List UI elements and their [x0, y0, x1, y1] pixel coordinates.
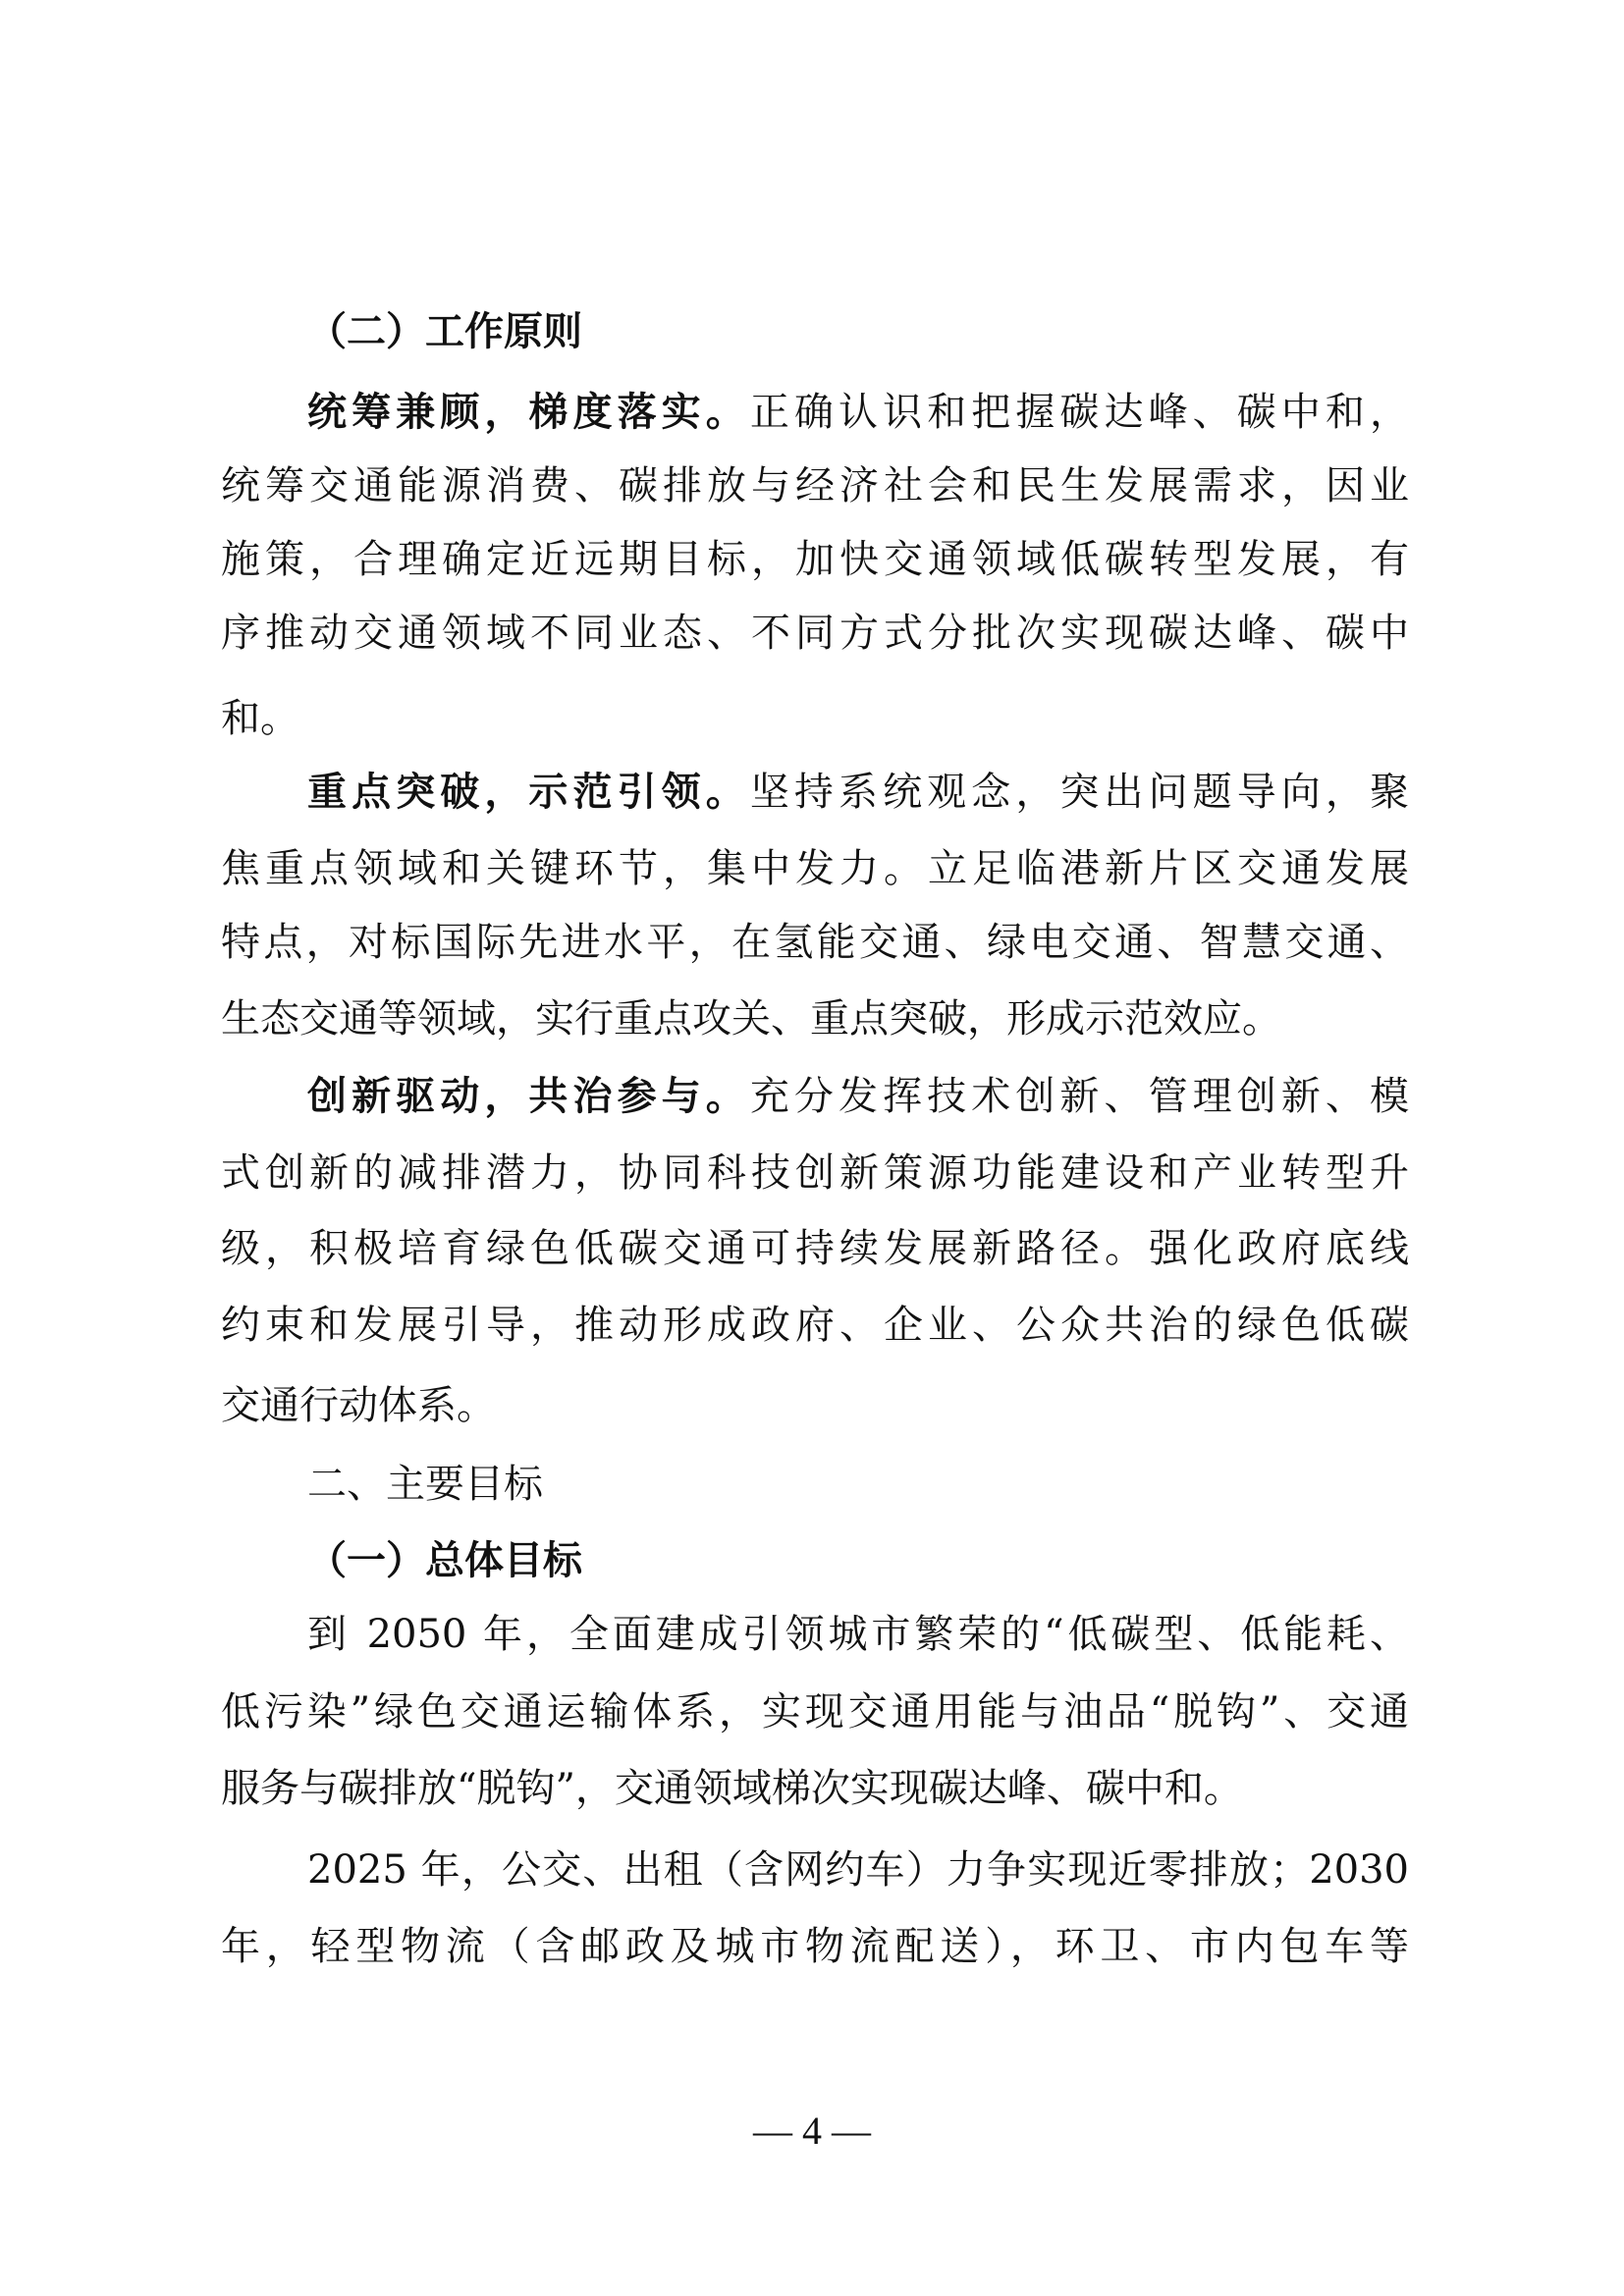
paragraph-2-line-2: 焦重点领域和关键环节，集中发力。立足临港新片区交通发展 [221, 846, 1409, 891]
paragraph-1-line-5: 和。 [221, 696, 299, 741]
paragraph-4-line-2: 低污染”绿色交通运输体系，实现交通用能与油品“脱钩”、交通 [221, 1689, 1409, 1735]
paragraph-1-line-1 [307, 383, 1409, 442]
paragraph-3-line-2: 式创新的减排潜力，协同科技创新策源功能建设和产业转型升 [221, 1150, 1409, 1196]
paragraph-2-line-3: 特点，对标国际先进水平，在氢能交通、绿电交通、智慧交通、 [221, 920, 1409, 965]
paragraph-1-line-2: 统筹交通能源消费、碳排放与经济社会和民生发展需求，因业 [221, 463, 1409, 508]
paragraph-4-line-1: 到 2050 年，全面建成引领城市繁荣的“低碳型、低能耗、 [307, 1612, 1409, 1657]
paragraph-text: 坚持系统观念，突出问题导向，聚 [749, 770, 1410, 815]
paragraph-3-line-4: 约束和发展引导，推动形成政府、企业、公众共治的绿色低碳 [221, 1303, 1409, 1348]
paragraph-5-line-2: 年，轻型物流（含邮政及城市物流配送），环卫、市内包车等 [221, 1924, 1409, 1969]
paragraph-1-line-4: 序推动交通领域不同业态、不同方式分批次实现碳达峰、碳中 [221, 611, 1409, 656]
subheading-overall-goals: （一）总体目标 [307, 1538, 582, 1583]
paragraph-lead: 统筹兼顾，梯度落实。 [307, 390, 750, 435]
page-number: — 4 — [753, 2109, 871, 2153]
paragraph-text: 正确认识和把握碳达峰、碳中和， [749, 390, 1410, 435]
paragraph-2-line-4: 生态交通等领域，实行重点攻关、重点突破，形成示范效应。 [221, 996, 1281, 1041]
paragraph-lead: 重点突破，示范引领。 [307, 770, 750, 815]
paragraph-5-line-1: 2025 年，公交、出租（含网约车）力争实现近零排放；2030 [307, 1847, 1409, 1893]
paragraph-text: 充分发挥技术创新、管理创新、模 [749, 1074, 1410, 1119]
paragraph-3-line-3: 级，积极培育绿色低碳交通可持续发展新路径。强化政府底线 [221, 1226, 1409, 1271]
paragraph-3-line-5: 交通行动体系。 [221, 1383, 496, 1428]
paragraph-2-line-1 [307, 763, 1409, 822]
paragraph-lead: 创新驱动，共治参与。 [307, 1074, 750, 1119]
paragraph-3-line-1 [307, 1067, 1409, 1126]
paragraph-1-line-3: 施策，合理确定近远期目标，加快交通领域低碳转型发展，有 [221, 537, 1409, 582]
section-heading-work-principles: （二）工作原则 [307, 309, 582, 354]
paragraph-4-line-3: 服务与碳排放“脱钩”，交通领域梯次实现碳达峰、碳中和。 [221, 1766, 1243, 1811]
section-heading-main-goals: 二、主要目标 [307, 1462, 543, 1507]
